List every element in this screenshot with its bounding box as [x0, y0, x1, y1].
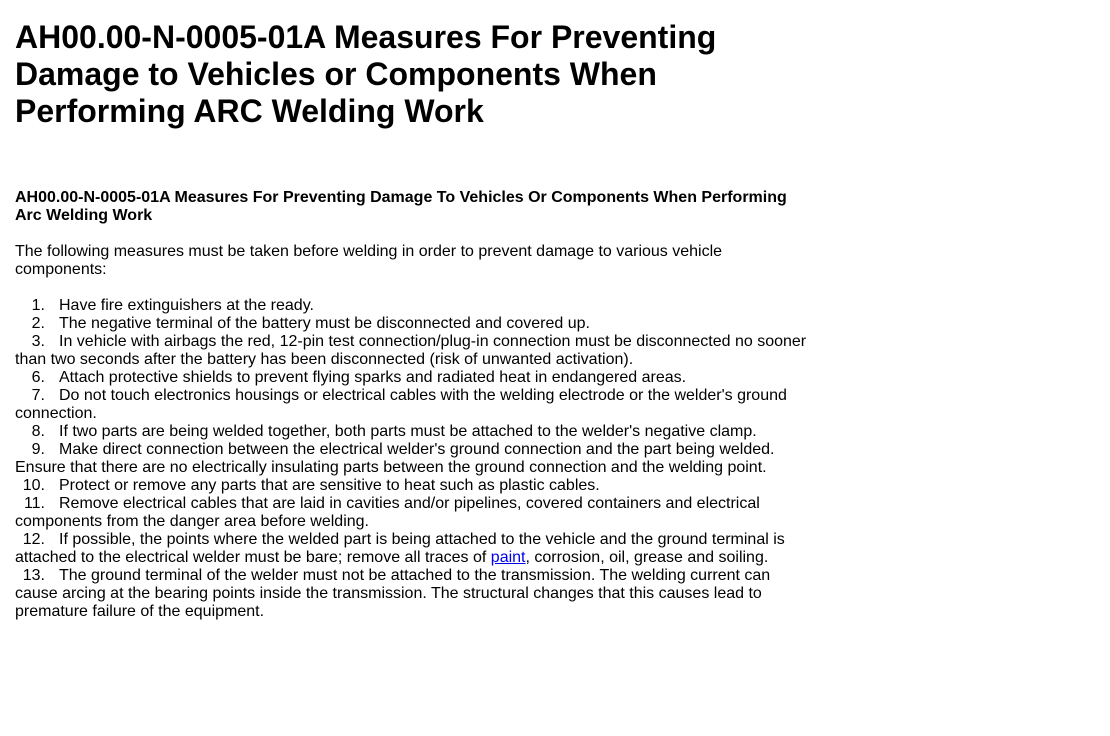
intro-paragraph: The following measures must be taken before welding in order to prevent damage to various vehicle components:	[15, 243, 723, 278]
document-page	[15, 0, 815, 621]
step-text: In vehicle with airbags the red, 12-pin test connection/plug-in connection must be disconnected no sooner than two seconds after the battery has been disconnected (risk of unwanted activation).	[15, 333, 807, 368]
step-text: The ground terminal of the welder must not be attached to the transmission. The welding current can cause arcing at the bearing points inside the transmission. The structural changes that this causes lead to premature failure of the equipment.	[15, 567, 771, 620]
step-item	[15, 477, 815, 495]
step-number: 7.	[31, 387, 45, 404]
step-item	[15, 333, 815, 369]
step-number: 10.	[22, 477, 45, 494]
step-item	[15, 387, 815, 423]
step-text: Attach protective shields to prevent flying sparks and radiated heat in endangered areas.	[59, 369, 687, 386]
step-text: Have fire extinguishers at the ready.	[59, 297, 314, 314]
steps-list	[15, 297, 815, 621]
step-number: 2.	[31, 315, 45, 332]
step-number: 12.	[22, 531, 45, 548]
step-number: 1.	[31, 297, 45, 314]
step-item	[15, 369, 815, 387]
step-number: 8.	[31, 423, 45, 440]
step-text: , corrosion, oil, grease and soiling.	[525, 549, 769, 566]
step-text: If possible, the points where the welded part is being attached to the vehicle and the ground terminal is attached to the electrical welder must be bare; remove all traces of	[15, 531, 785, 566]
step-item	[15, 441, 815, 477]
step-number: 3.	[31, 333, 45, 350]
step-text: The negative terminal of the battery must be disconnected and covered up.	[59, 315, 590, 332]
step-text: Remove electrical cables that are laid in cavities and/or pipelines, covered containers and electrical components from the danger area before welding.	[15, 495, 760, 530]
step-number: 13.	[22, 567, 45, 584]
page-title: AH00.00-N-0005-01A Measures For Preventing Damage to Vehicles or Components When Performing ARC Welding Work	[15, 19, 717, 129]
step-text: Protect or remove any parts that are sensitive to heat such as plastic cables.	[59, 477, 600, 494]
section-heading: AH00.00-N-0005-01A Measures For Preventing Damage To Vehicles Or Components When Performing Arc Welding Work	[15, 189, 787, 224]
step-item	[15, 423, 815, 441]
step-item	[15, 315, 815, 333]
step-item	[15, 567, 815, 621]
paint-link[interactable]: paint	[490, 549, 526, 566]
step-number: 6.	[31, 369, 45, 386]
step-text: Do not touch electronics housings or electrical cables with the welding electrode or the welder's ground connection.	[15, 387, 787, 422]
step-number: 11.	[23, 495, 45, 512]
step-text: Make direct connection between the electrical welder's ground connection and the part being welded. Ensure that there are no electrically insulating parts between the ground connection and the welding point.	[15, 441, 775, 476]
step-item	[15, 495, 815, 531]
step-item	[15, 297, 815, 315]
step-text: If two parts are being welded together, both parts must be attached to the welder's negative clamp.	[59, 423, 757, 440]
step-number: 9.	[31, 441, 45, 458]
step-item	[15, 531, 815, 567]
